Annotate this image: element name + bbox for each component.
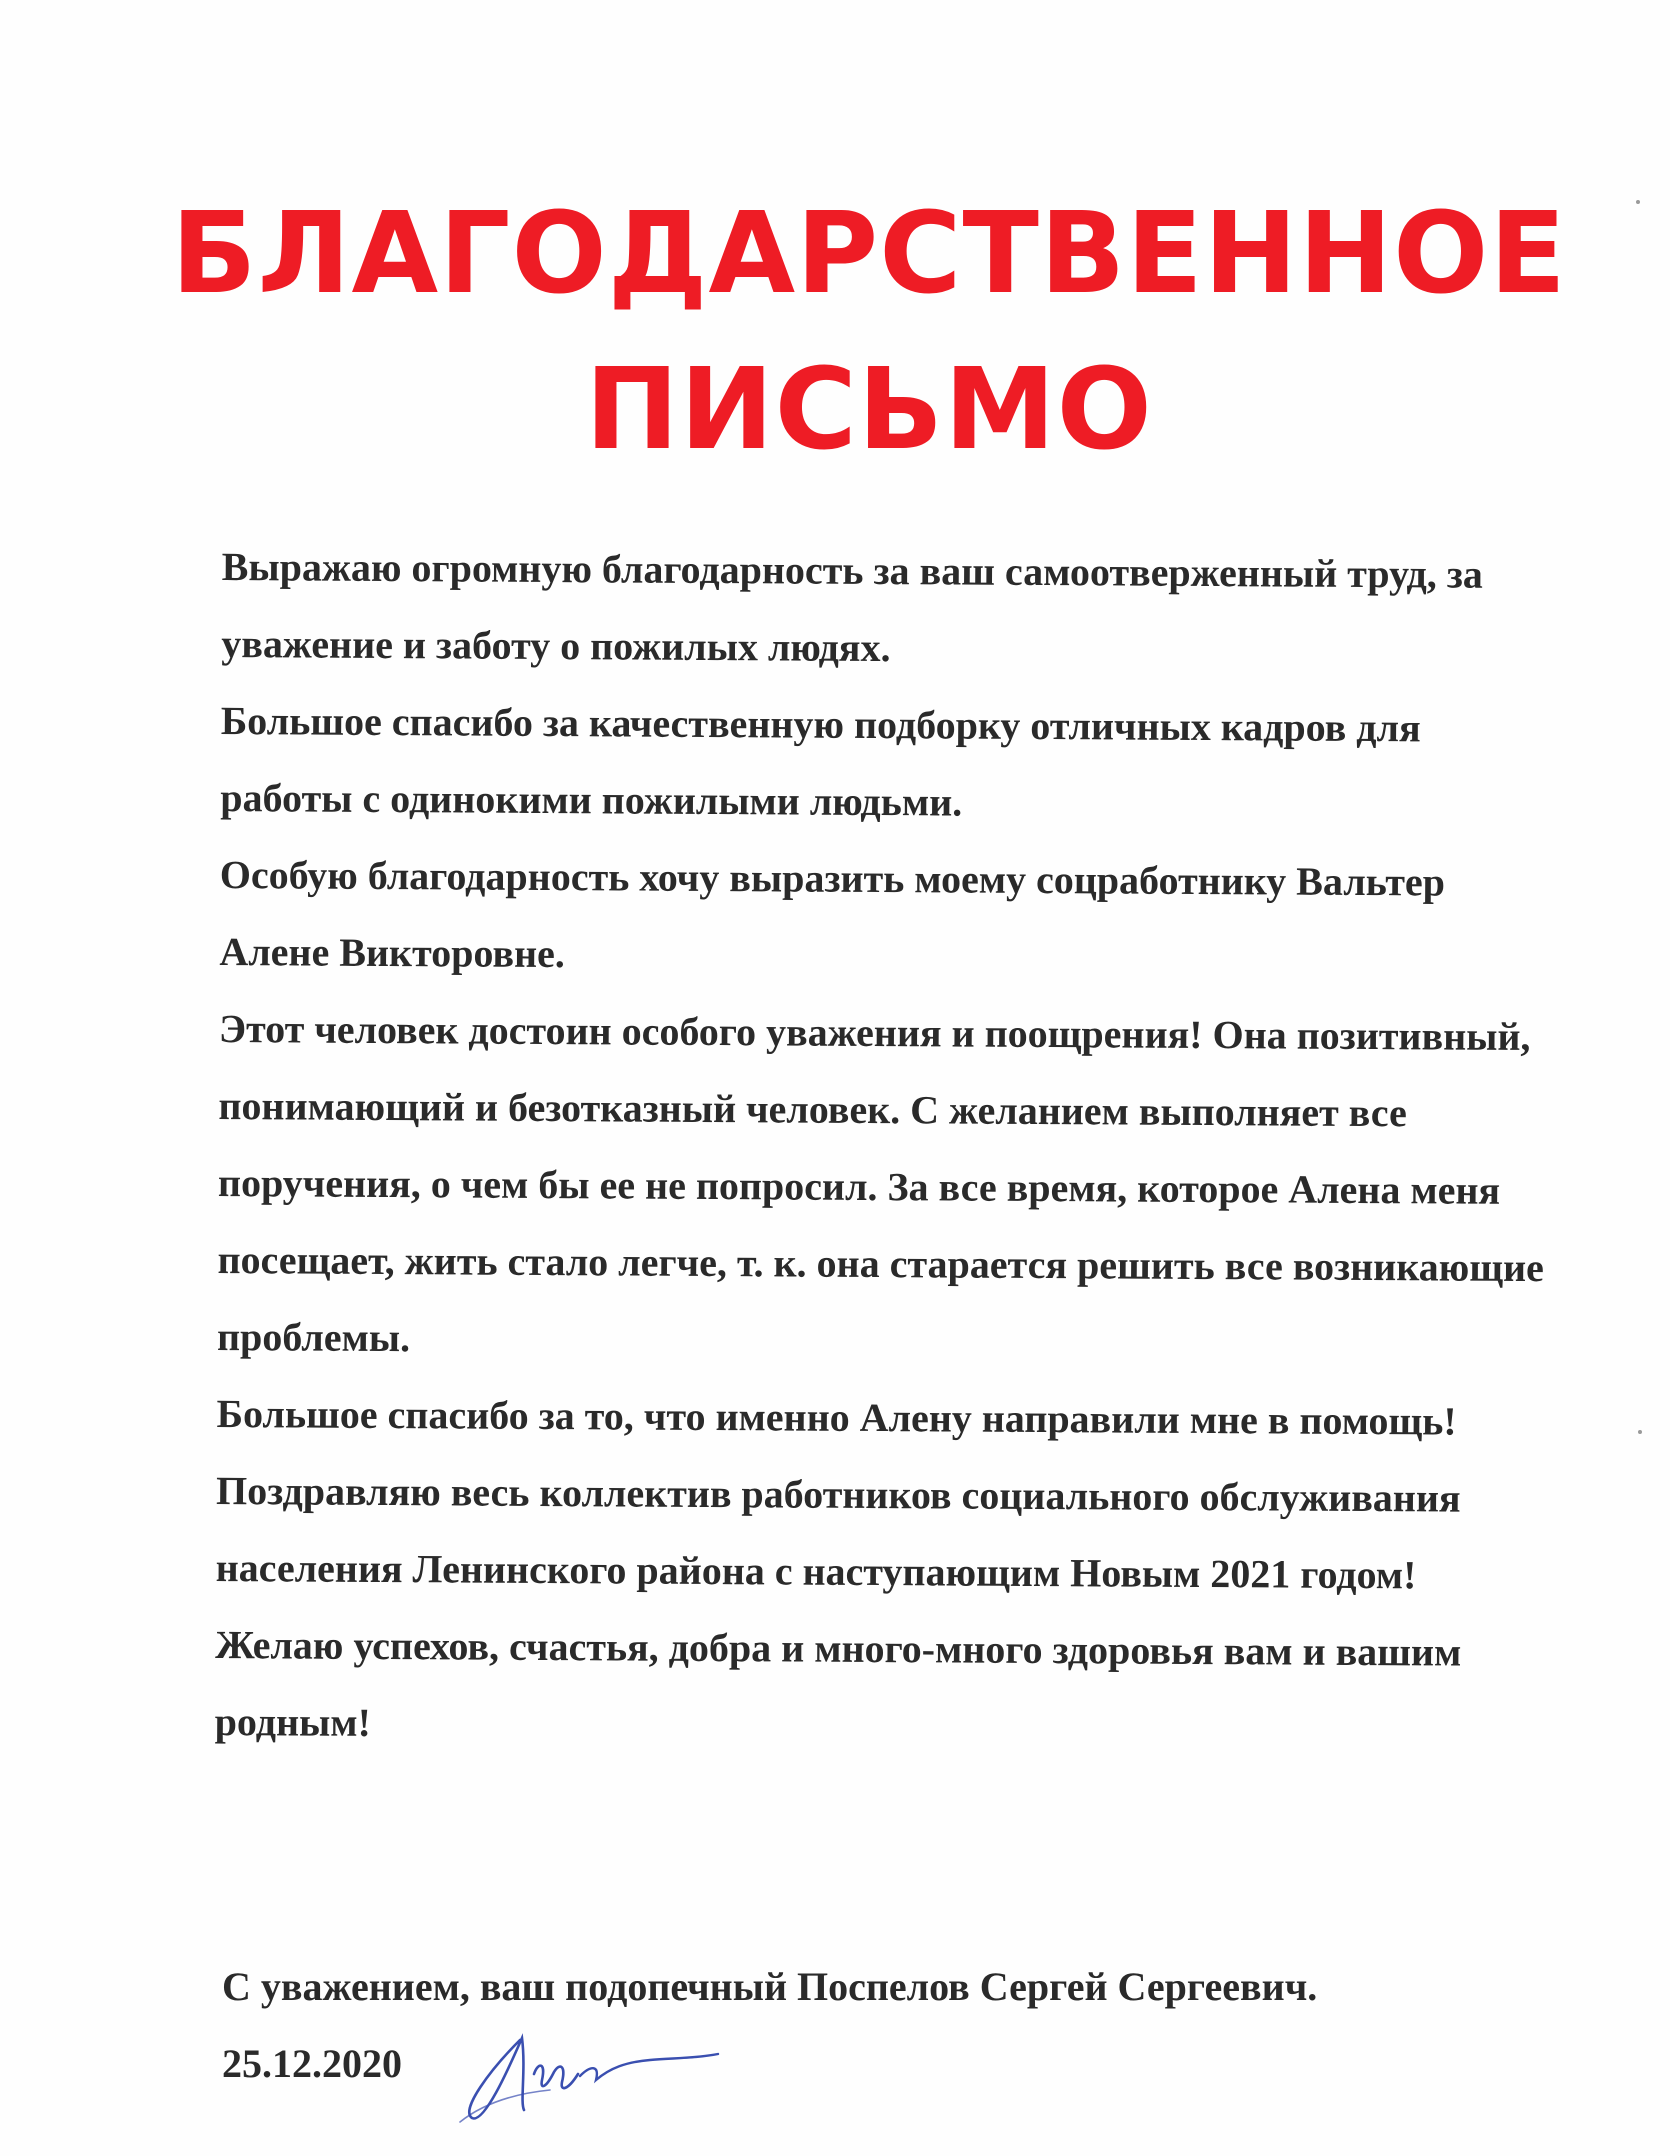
paragraph-social-worker: Особую благодарность хочу выразить моему соцработнику Вальтер Алене Викторовне. [219, 851, 1446, 977]
scan-speck [1636, 200, 1640, 204]
signature-icon [450, 2010, 740, 2130]
paragraph-new-year: Поздравляю весь коллектив работников социального обслуживания населения Ленинского района с наступающим Новым 2021 годом! [215, 1467, 1461, 1598]
letter-date: 25.12.2020 [222, 2041, 402, 2086]
paragraph-gratitude: Выражаю огромную благодарность за ваш самоотверженный труд, за уважение и заботу о пожилых людях. [221, 543, 1484, 671]
letter-closing [222, 1948, 1552, 2102]
letter-body [214, 528, 1552, 1768]
paragraph-staff-selection: Большое спасибо за качественную подборку отличных кадров для работы с одинокими пожилыми людьми. [220, 697, 1421, 825]
letter-title-line-1: БЛАГОДАРСТВЕННОЕ [171, 189, 1567, 319]
paragraph-praise: Этот человек достоин особого уважения и поощрения! Она позитивный, понимающий и безотказный человек. С желанием выполняет все поручения, о чем бы ее не попросил. За все время, которое Алена меня посещает, жить стало легче, т. к. она старается решить все возникающие проблемы. [216, 1005, 1545, 1361]
paragraph-thanks: Большое спасибо за то, что именно Алену направили мне в помощь! [216, 1390, 1457, 1444]
scan-speck [1638, 1430, 1642, 1434]
letter-title-line-2: ПИСЬМО [585, 345, 1153, 475]
closing-line: С уважением, ваш подопечный Поспелов Сергей Сергеевич. [222, 1964, 1318, 2009]
paragraph-wishes: Желаю успехов, счастья, добра и много-много здоровья вам и вашим родным! [214, 1621, 1462, 1745]
